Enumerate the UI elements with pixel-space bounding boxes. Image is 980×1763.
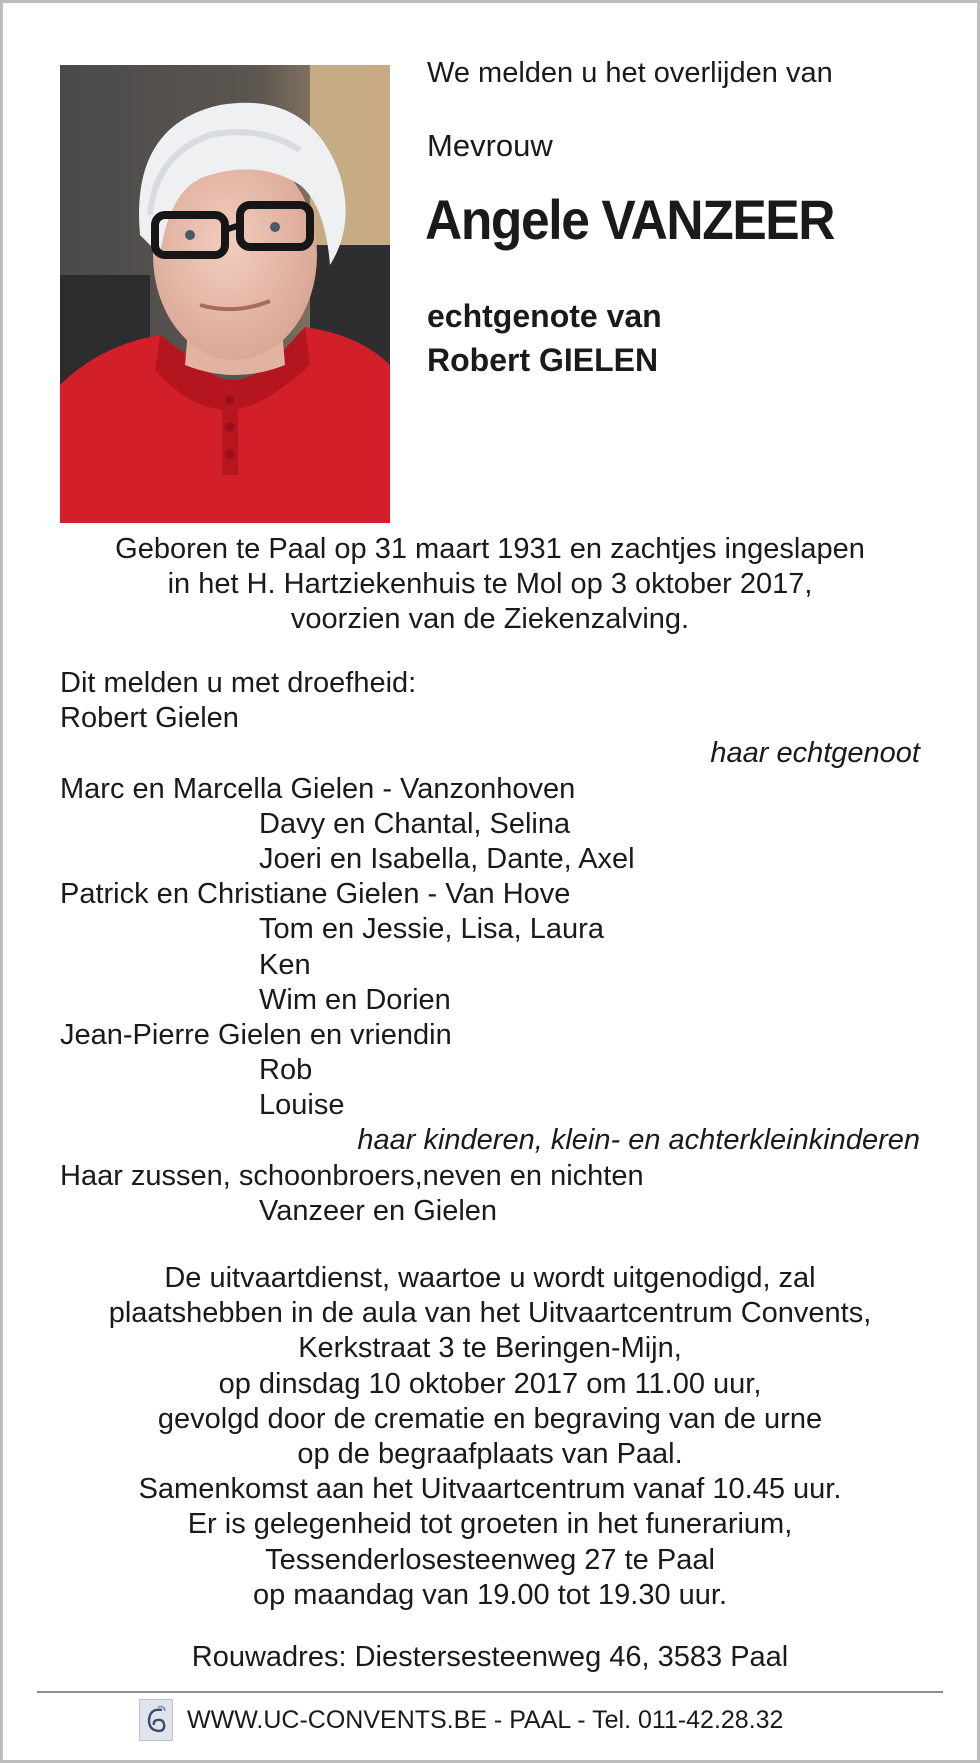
family-relation-caption: haar kinderen, klein- en achterkleinkinderen — [357, 1124, 920, 1157]
family-member-line: Rob — [259, 1054, 313, 1087]
deceased-name: Angele VANZEER — [425, 188, 835, 251]
birth-line: Geboren te Paal op 31 maart 1931 en zachtjes ingeslapen — [115, 533, 865, 565]
family-list — [3, 666, 977, 1229]
funeral-service-details — [3, 1261, 977, 1613]
birth-line: in het H. Hartziekenhuis te Mol op 3 oktober 2017, — [167, 568, 813, 600]
portrait-photo — [60, 65, 390, 523]
family-member-line: Jean-Pierre Gielen en vriendin — [60, 1018, 452, 1051]
service-line: op maandag van 19.00 tot 19.30 uur. — [252, 1578, 728, 1611]
family-member-line: Dit melden u met droefheid: — [60, 667, 417, 699]
family-member-line: Ken — [259, 948, 311, 981]
family-member-line: Louise — [259, 1089, 345, 1122]
family-member-line: Haar zussen, schoonbroers,neven en nichten — [60, 1159, 644, 1192]
announcement-intro: We melden u het overlijden van — [427, 57, 833, 89]
honorific-title: Mevrouw — [427, 128, 553, 163]
family-member-line: Wim en Dorien — [259, 983, 451, 1016]
service-line: Er is gelegenheid tot groeten in het funerarium, — [187, 1508, 793, 1541]
family-member-line: Davy en Chantal, Selina — [259, 807, 571, 840]
family-member-line: Vanzeer en Gielen — [259, 1194, 498, 1227]
mourning-address: Rouwadres: Diestersesteenweg 46, 3583 Paal — [191, 1641, 789, 1673]
family-member-line: Patrick en Christiane Gielen - Van Hove — [60, 878, 571, 911]
family-member-line: Marc en Marcella Gielen - Vanzonhoven — [60, 772, 576, 805]
footer — [139, 1697, 783, 1743]
service-line: De uitvaartdienst, waartoe u wordt uitgenodigd, zal — [164, 1262, 816, 1294]
birth-line: voorzien van de Ziekenzalving. — [290, 603, 690, 635]
footer-divider — [37, 1691, 943, 1693]
family-relation-caption: haar echtgenoot — [710, 737, 920, 770]
service-line: plaatshebben in de aula van het Uitvaartcentrum Convents, — [108, 1297, 872, 1330]
spouse-intro: echtgenote van — [427, 298, 662, 334]
service-line: Samenkomst aan het Uitvaartcentrum vanaf 10.45 uur. — [138, 1473, 842, 1506]
family-member-line: Joeri en Isabella, Dante, Axel — [259, 842, 635, 875]
service-line: Tessenderlosesteenweg 27 te Paal — [265, 1543, 715, 1576]
service-line: op dinsdag 10 oktober 2017 om 11.00 uur, — [218, 1367, 762, 1400]
spouse-name: Robert GIELEN — [427, 342, 659, 378]
service-line: gevolgd door de crematie en begraving van de urne — [157, 1402, 823, 1435]
family-member-line: Tom en Jessie, Lisa, Laura — [259, 913, 604, 946]
service-line: op de begraafplaats van Paal. — [297, 1438, 683, 1471]
birth-details — [3, 532, 977, 637]
funeral-home-contact: WWW.UC-CONVENTS.BE - PAAL - Tel. 011-42.28.32 — [187, 1705, 784, 1734]
service-line: Kerkstraat 3 te Beringen-Mijn, — [298, 1332, 682, 1365]
family-member-line: Robert Gielen — [60, 702, 239, 735]
convents-logo-icon — [139, 1699, 173, 1741]
